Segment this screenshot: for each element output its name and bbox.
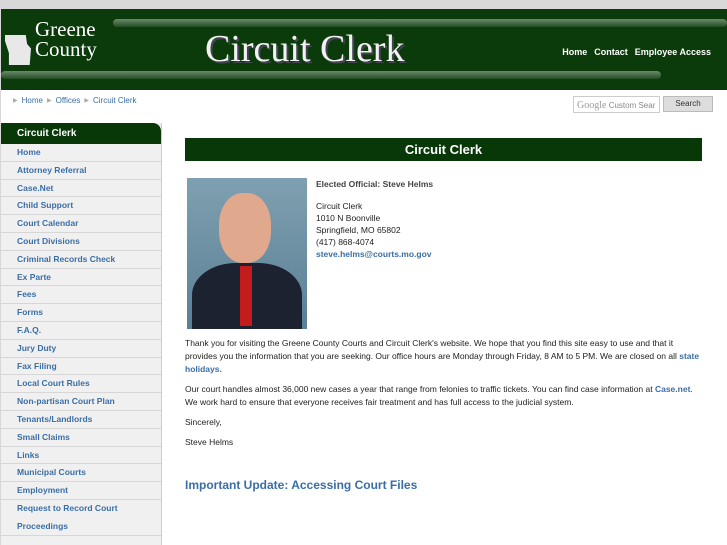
nav-contact[interactable]: Contact (594, 47, 628, 57)
page (1, 9, 727, 545)
breadcrumb-home[interactable]: Home (21, 96, 43, 105)
breadcrumb-circuit-clerk[interactable]: Circuit Clerk (92, 96, 137, 105)
sidebar-item-jury-duty[interactable]: Jury Duty (1, 340, 161, 358)
address-line: Springfield, MO 65802 (316, 225, 401, 235)
sidebar-item-tenants-landlords[interactable]: Tenants/Landlords (1, 411, 161, 429)
sidebar-item-f-a-q[interactable]: F.A.Q. (1, 322, 161, 340)
county-logo[interactable] (5, 19, 97, 59)
email-link[interactable]: steve.helms@courts.mo.gov (316, 249, 432, 259)
sidebar (1, 123, 162, 545)
sidebar-item-child-support[interactable]: Child Support (1, 197, 161, 215)
official-name: Elected Official: Steve Helms (316, 179, 434, 189)
main-content (185, 138, 702, 492)
casenet-link[interactable]: Case.net (654, 384, 691, 394)
official-photo (187, 178, 307, 329)
sidebar-item-fees[interactable]: Fees (1, 286, 161, 304)
page-title: Circuit Clerk (185, 138, 702, 161)
arrow-icon: ▶ (13, 98, 18, 104)
state-holidays-link[interactable]: state holidays. (185, 351, 700, 374)
breadcrumb (13, 96, 137, 105)
sidebar-item-small-claims[interactable]: Small Claims (1, 429, 161, 447)
closing: Sincerely, (185, 417, 222, 427)
address-line: Circuit Clerk (316, 201, 363, 211)
sidebar-item-municipal-courts[interactable]: Municipal Courts (1, 464, 161, 482)
paragraph: Thank you for visiting the Greene County Courts and Circuit Clerk's website. We hope that you find this site easy to use and that it provides you the information that you are seeking. Our office hours are Monday through Friday, 8 AM to 5 PM. We are closed on all (185, 338, 680, 361)
sidebar-item-court-divisions[interactable]: Court Divisions (1, 233, 161, 251)
important-update-link[interactable]: Important Update: Accessing Court Files (185, 478, 418, 492)
header-decor-bar (1, 71, 661, 79)
logo-line: County (35, 37, 97, 61)
sidebar-item-ex-parte[interactable]: Ex Parte (1, 269, 161, 287)
sidebar-item-forms[interactable]: Forms (1, 304, 161, 322)
sidebar-item-case-net[interactable]: Case.Net (1, 180, 161, 198)
sidebar-item-home[interactable]: Home (1, 144, 161, 162)
sidebar-item-court-calendar[interactable]: Court Calendar (1, 215, 161, 233)
missouri-map-icon (5, 35, 31, 65)
sidebar-item-criminal-records-check[interactable]: Criminal Records Check (1, 251, 161, 269)
sidebar-item-attorney-referral[interactable]: Attorney Referral (1, 162, 161, 180)
breadcrumb-offices[interactable]: Offices (55, 96, 81, 105)
google-logo: Google (577, 100, 607, 111)
paragraph: Our court handles almost 36,000 new cases a year that range from felonies to traffic tickets. You can find case information at (185, 384, 655, 394)
signature: Steve Helms (185, 437, 234, 447)
search-button[interactable]: Search (663, 96, 713, 112)
nav-employee-access[interactable]: Employee Access (634, 47, 711, 57)
sidebar-item-fax-filing[interactable]: Fax Filing (1, 358, 161, 376)
welcome-text (185, 337, 702, 492)
arrow-icon: ▶ (84, 98, 89, 104)
sidebar-item-non-partisan-court-plan[interactable]: Non-partisan Court Plan (1, 393, 161, 411)
sidebar-item-local-court-rules[interactable]: Local Court Rules (1, 375, 161, 393)
top-nav (562, 47, 711, 57)
header (1, 9, 727, 90)
nav-home[interactable]: Home (562, 47, 588, 57)
sidebar-item-employment[interactable]: Employment (1, 482, 161, 500)
phone: (417) 868-4074 (316, 237, 375, 247)
sidebar-item-proceedings[interactable]: Proceedings (1, 518, 161, 536)
sidebar-item-request-to-record-court[interactable]: Request to Record Court (17, 502, 118, 513)
logo-line: Greene (35, 17, 96, 41)
arrow-icon: ▶ (46, 98, 52, 104)
contact-info (316, 178, 433, 260)
sidebar-item-links[interactable]: Links (1, 447, 161, 465)
paragraph: . We work hard to ensure that everyone receives fair treatment and has full access to the judicial system. (185, 384, 693, 407)
header-decor-bar (113, 19, 727, 27)
sidebar-title: Circuit Clerk (1, 123, 161, 144)
search-input[interactable] (573, 96, 660, 113)
address-line: 1010 N Boonville (316, 213, 381, 223)
site-title: Circuit Clerk (205, 28, 405, 70)
search-placeholder: Custom Sear (608, 101, 656, 110)
